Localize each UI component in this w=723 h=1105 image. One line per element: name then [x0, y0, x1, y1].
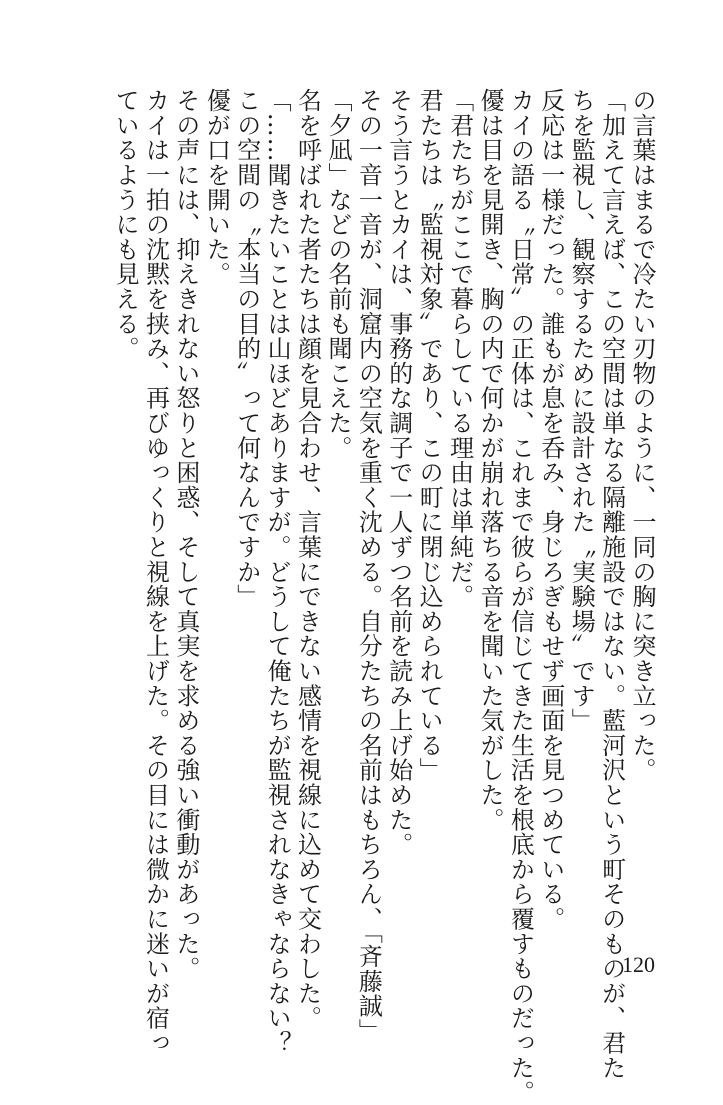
text-line: そう言うとカイは、事務的な調子で一人ずつ名前を読み上げ始めた。	[384, 88, 413, 857]
page-number: 120	[622, 952, 655, 977]
text-line: ちを監視し、観察するために設計された〝実験場〟です」	[567, 88, 596, 733]
text-line: 「加えて言えば、この空間は単なる隔離施設ではない。藍河沢という町そのものが、君た	[597, 88, 626, 1080]
text-line: の言葉はまるで冷たい刃物のように、一同の胸に突き立った。	[628, 88, 656, 783]
text-line: 優が口を開いた。	[202, 88, 231, 287]
text-line: 「夕凪」などの名前も聞こえた。	[323, 88, 352, 460]
text-line: 「……聞きたいことは山ほどありますが。どうして俺たちが監視されなきゃならない？	[263, 88, 292, 1056]
text-line: 名を呼ばれた者たちは顔を見合わせ、言葉にできない感情を視線に込めて交わした。	[293, 88, 322, 1031]
text-line: 「君たちがここで暮らしている理由は単純だ。	[445, 88, 474, 609]
text-line: 君たちは〝監視対象〟であり、この町に閉じ込められている」	[415, 88, 444, 783]
text-line: ているようにも見える。	[111, 88, 140, 361]
text-line: 優は目を見開き、胸の内で何かが崩れ落ちる音を聞いた気がした。	[475, 88, 504, 832]
text-line: カイは一拍の沈黙を挟み、再びゆっくりと視線を上げた。その目には微かに迷いが宿っ	[141, 88, 170, 1056]
text-line: カイの語る〝日常〟の正体は、これまで彼らが信じてきた生活を根底から覆すものだった。	[506, 88, 535, 1105]
text-line: その声には、抑えきれない怒りと困惑、そして真実を求める強い衝動があった。	[171, 88, 200, 981]
text-line: この空間の〝本当の目的〟って何なんですか」	[232, 88, 261, 609]
text-line: その一音一音が、洞窟内の空気を重く沈める。自分たちの名前はもちろん、「斉藤誠」	[354, 88, 383, 1044]
text-line: 反応は一様だった。誰もが息を呑み、身じろぎもせず画面を見つめている。	[536, 88, 565, 932]
